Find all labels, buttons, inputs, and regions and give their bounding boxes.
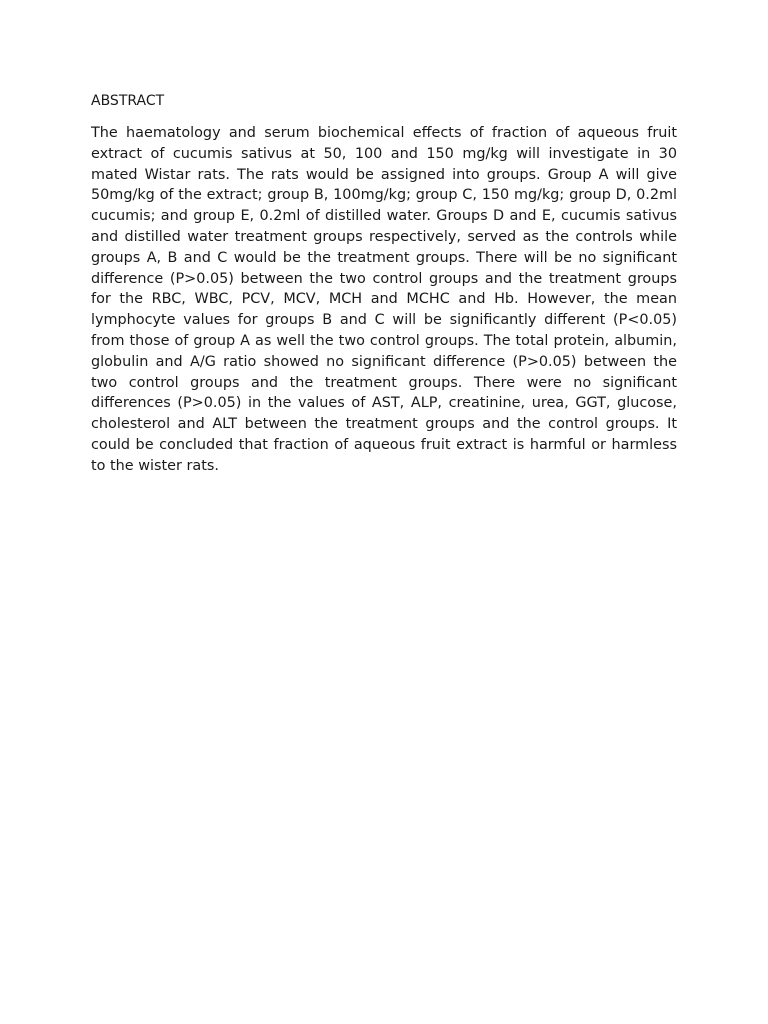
abstract-heading: ABSTRACT <box>91 93 165 109</box>
abstract-paragraph: The haematology and serum biochemical effects of fraction of aqueous fruit extract of cucumis sativus at 50, 100 and 150 mg/kg will investigate in 30 mated Wistar rats. The rats would be assigned into groups. Group A will give 50mg/kg of the extract; group B, 100mg/kg; group C, 150 mg/kg; group D, 0.2ml cucumis; and group E, 0.2ml of distilled water. Groups D and E, cucumis sativus and distilled water treatment groups respectively, served as the controls while groups A, B and C would be the treatment groups. There will be no significant difference (P>0.05) between the two control groups and the treatment groups for the RBC, WBC, PCV, MCV, MCH and MCHC and Hb. However, the mean lymphocyte values for groups B and C will be significantly different (P<0.05) from those of group A as well the two control groups. The total protein, albumin, globulin and A/G ratio showed no significant difference (P>0.05) between the two control groups and the treatment groups. There were no significant differences (P>0.05) in the values of AST, ALP, creatinine, urea, GGT, glucose, cholesterol and ALT between the treatment groups and the control groups. It could be concluded that fraction of aqueous fruit extract is harmful or harmless to the wister rats. <box>91 125 677 474</box>
abstract-section <box>91 91 677 477</box>
